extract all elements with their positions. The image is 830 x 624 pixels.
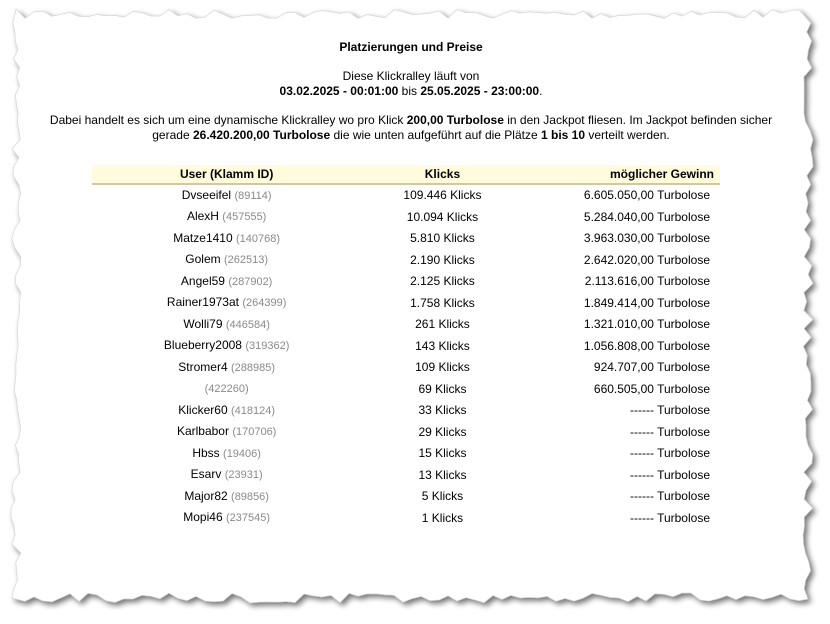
table-row bbox=[92, 314, 720, 336]
gewinn-cell: 5.284.040,00 Turbolose bbox=[583, 209, 710, 224]
intro-text: Diese Klickralley läuft von bbox=[342, 69, 480, 83]
username: Klicker60 bbox=[178, 402, 228, 417]
klamm-id: (19406) bbox=[223, 447, 261, 460]
user-cell bbox=[92, 486, 361, 508]
ralley-period bbox=[26, 69, 796, 99]
username: Karlbabor bbox=[176, 424, 229, 439]
table-row bbox=[92, 184, 720, 207]
klamm-id: (237545) bbox=[225, 512, 271, 525]
klicks-cell: 13 Klicks bbox=[418, 467, 467, 482]
klicks-cell: 2.190 Klicks bbox=[410, 252, 475, 267]
table-row bbox=[92, 508, 720, 530]
klamm-id: (319362) bbox=[245, 340, 290, 353]
gewinn-cell: ------ Turbolose bbox=[629, 446, 710, 461]
gewinn-cell: 924.707,00 Turbolose bbox=[593, 360, 710, 375]
klicks-cell: 143 Klicks bbox=[415, 338, 470, 353]
table-row bbox=[92, 271, 720, 293]
col-header-klicks: Klicks bbox=[361, 165, 523, 184]
col-header-user: User (Klamm ID) bbox=[92, 165, 361, 184]
klicks-cell: 15 Klicks bbox=[418, 446, 467, 461]
desc-text-2: in den Jackpot fliesen. Im Jackpot befinden sicher gerade bbox=[152, 113, 773, 142]
table-row bbox=[92, 228, 720, 250]
klamm-id: (264399) bbox=[242, 297, 287, 310]
bis-text: bis bbox=[401, 84, 417, 98]
klamm-id: (170706) bbox=[232, 426, 277, 439]
user-cell bbox=[92, 250, 361, 272]
username: Blueberry2008 bbox=[163, 338, 242, 353]
gewinn-cell: 2.113.616,00 Turbolose bbox=[584, 274, 710, 289]
gewinn-cell: ------ Turbolose bbox=[629, 467, 710, 482]
klicks-cell: 1.758 Klicks bbox=[410, 295, 475, 310]
table-row bbox=[92, 357, 720, 379]
gewinn-cell: 1.056.808,00 Turbolose bbox=[583, 338, 710, 353]
gewinn-cell: ------ Turbolose bbox=[629, 510, 710, 525]
start-datetime: 03.02.2025 - 00:01:00 bbox=[279, 84, 399, 98]
table-row bbox=[92, 400, 720, 422]
klamm-id: (89856) bbox=[231, 490, 269, 503]
user-cell bbox=[92, 443, 361, 465]
gewinn-cell: ------ Turbolose bbox=[629, 403, 710, 418]
page-title: Platzierungen und Preise bbox=[339, 40, 483, 54]
klamm-id: (262513) bbox=[223, 254, 269, 267]
user-cell bbox=[92, 508, 361, 530]
username: Dvseeifel bbox=[181, 187, 232, 202]
table-row bbox=[92, 293, 720, 315]
gewinn-cell: ------ Turbolose bbox=[629, 424, 710, 439]
table-row bbox=[92, 465, 720, 487]
username: Hbss bbox=[192, 445, 220, 460]
gewinn-cell: 1.321.010,00 Turbolose bbox=[583, 317, 710, 332]
table-row bbox=[92, 422, 720, 444]
gewinn-cell: 1.849.414,00 Turbolose bbox=[583, 295, 710, 310]
end-datetime: 25.05.2025 - 23:00:00 bbox=[420, 84, 540, 98]
gewinn-cell: 2.642.020,00 Turbolose bbox=[583, 252, 710, 267]
username: Wolli79 bbox=[183, 316, 223, 331]
table-row bbox=[92, 443, 720, 465]
username: Matze1410 bbox=[173, 230, 233, 245]
desc-text-4: verteilt werden. bbox=[588, 128, 670, 142]
username: Rainer1973at bbox=[166, 295, 239, 310]
user-cell bbox=[92, 228, 361, 250]
klamm-id: (418124) bbox=[230, 404, 276, 417]
klicks-cell: 109 Klicks bbox=[415, 360, 470, 375]
klamm-id: (89114) bbox=[234, 189, 272, 202]
klamm-id: (457555) bbox=[222, 211, 267, 224]
period-line bbox=[26, 84, 796, 99]
table-row bbox=[92, 250, 720, 272]
user-cell bbox=[92, 207, 361, 229]
username: Esarv bbox=[190, 467, 222, 482]
klicks-cell: 1 Klicks bbox=[421, 510, 464, 525]
klicks-cell: 109.446 Klicks bbox=[403, 188, 482, 203]
username: AlexH bbox=[186, 209, 219, 224]
table-row bbox=[92, 486, 720, 508]
jackpot-amount: 26.420.200,00 Turbolose bbox=[192, 128, 331, 142]
klicks-cell: 10.094 Klicks bbox=[406, 209, 479, 224]
klamm-id: (422260) bbox=[204, 383, 249, 396]
user-cell bbox=[92, 379, 361, 401]
klicks-cell: 2.125 Klicks bbox=[410, 274, 475, 289]
table-row bbox=[92, 336, 720, 358]
user-cell bbox=[92, 336, 361, 358]
user-cell bbox=[92, 314, 361, 336]
ranking-table bbox=[92, 165, 720, 529]
klicks-cell: 69 Klicks bbox=[418, 381, 467, 396]
desc-text-3: die wie unten aufgeführt auf die Plätze bbox=[333, 128, 538, 142]
gewinn-cell: 6.605.050,00 Turbolose bbox=[583, 188, 710, 203]
ranking-panel bbox=[26, 30, 796, 529]
user-cell bbox=[92, 400, 361, 422]
klamm-id: (23931) bbox=[224, 469, 263, 482]
table-row bbox=[92, 379, 720, 401]
jackpot-description bbox=[26, 113, 796, 143]
table-header-row bbox=[92, 165, 720, 184]
gewinn-cell: 660.505,00 Turbolose bbox=[593, 381, 710, 396]
username: Stromer4 bbox=[178, 359, 228, 374]
klamm-id: (288985) bbox=[230, 361, 276, 374]
desc-text-1: Dabei handelt es sich um eine dynamische Klickralley wo pro Klick bbox=[49, 113, 404, 127]
klamm-id: (140768) bbox=[235, 232, 281, 245]
klamm-id: (446584) bbox=[225, 318, 270, 331]
user-cell bbox=[92, 422, 361, 444]
period-end-dot: . bbox=[539, 84, 543, 98]
username: Angel59 bbox=[180, 273, 225, 288]
klicks-cell: 33 Klicks bbox=[418, 403, 467, 418]
user-cell bbox=[92, 293, 361, 315]
klamm-id: (287902) bbox=[228, 275, 273, 288]
user-cell bbox=[92, 184, 361, 207]
col-header-gewinn: möglicher Gewinn bbox=[524, 165, 720, 184]
per-click-amount: 200,00 Turbolose bbox=[406, 113, 504, 127]
username: Golem bbox=[185, 252, 221, 267]
user-cell bbox=[92, 465, 361, 487]
places-range: 1 bis 10 bbox=[540, 128, 586, 142]
klicks-cell: 5.810 Klicks bbox=[410, 231, 475, 246]
username: Major82 bbox=[184, 488, 228, 503]
klicks-cell: 5 Klicks bbox=[421, 489, 464, 504]
gewinn-cell: 3.963.030,00 Turbolose bbox=[583, 231, 710, 246]
klicks-cell: 29 Klicks bbox=[418, 424, 467, 439]
table-row bbox=[92, 207, 720, 229]
klicks-cell: 261 Klicks bbox=[415, 317, 470, 332]
gewinn-cell: ------ Turbolose bbox=[629, 489, 710, 504]
user-cell bbox=[92, 357, 361, 379]
user-cell bbox=[92, 271, 361, 293]
username: Mopi46 bbox=[183, 510, 223, 525]
